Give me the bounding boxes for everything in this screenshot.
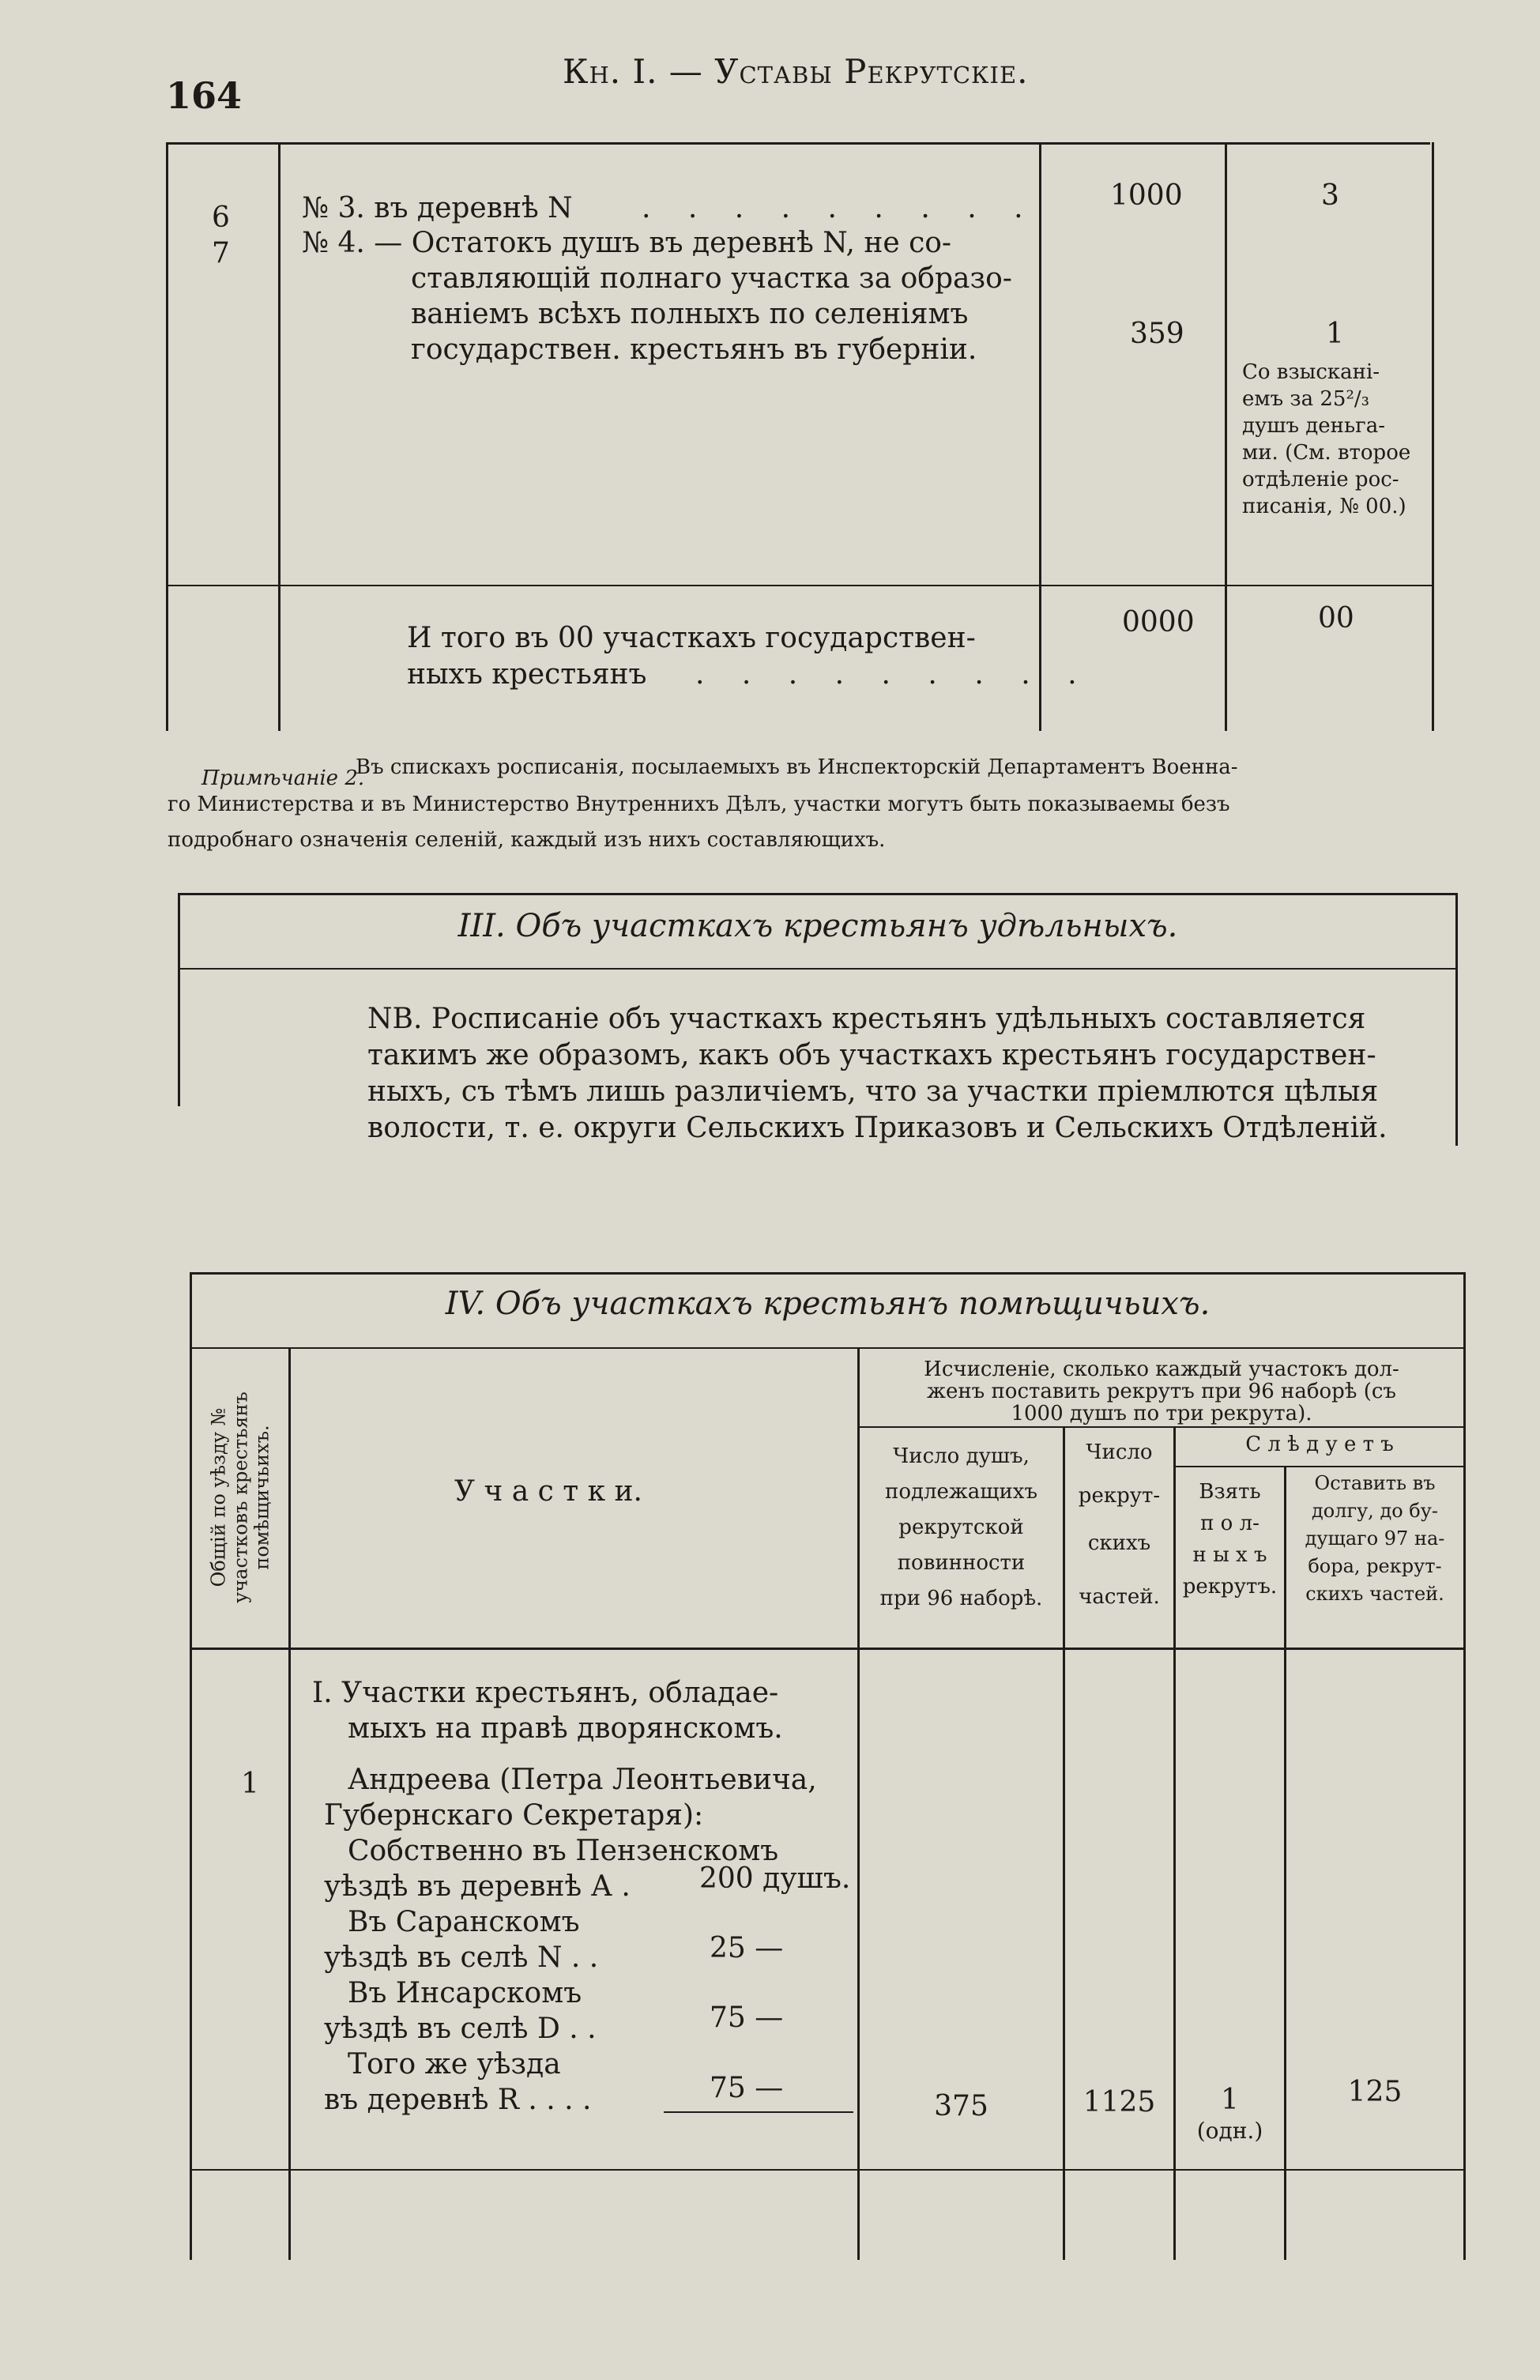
row-take: 1 (1221, 2084, 1239, 2116)
entry-amount: 25 — (710, 1932, 784, 1964)
dot-leader: . . . . . . . . . (642, 192, 1037, 224)
col-header-number: Общій по уѣзду № участковъ крестьянъ помѣщичьихъ. (207, 1391, 273, 1603)
entry-line: въ деревнѣ R . . . . (324, 2084, 592, 2116)
entry-line: Въ Саранскомъ (348, 1906, 580, 1938)
section-3-title: III. Объ участкахъ крестьянъ удѣльныхъ. (457, 908, 1178, 944)
owner-line: Губернскаго Секретаря): (324, 1799, 704, 1832)
entry-line: Собственно въ Пензенскомъ (348, 1835, 779, 1867)
row-parts: 1125 (1083, 2086, 1156, 2118)
entry-amount: 200 душъ. (699, 1862, 851, 1895)
entry-line: уѣздѣ въ деревнѣ А . (324, 1870, 631, 1903)
note-line: отдѣленіе рос- (1242, 468, 1399, 491)
row-text: № 3. въ деревнѣ N (302, 192, 573, 224)
row-text-line: государствен. крестьянъ въ губерніи. (411, 333, 977, 366)
calc-header-line: Исчисленіе, сколько каждый участокъ дол- (924, 1358, 1399, 1381)
entry-line: Въ Инсарскомъ (348, 1977, 582, 2009)
entry-amount: 75 — (710, 2002, 784, 2034)
row-text-line: ставляющій полнаго участка за образо- (411, 262, 1012, 295)
nb-line: NB. Росписаніе объ участкахъ крестьянъ удѣльныхъ составляется (367, 1003, 1366, 1035)
row-value: 1000 (1110, 179, 1183, 212)
row-value: 359 (1130, 318, 1184, 350)
running-title: Кн. I. — Уставы Рекрутскіе. (563, 52, 1029, 91)
note-label: Примѣчаніе 2. (201, 766, 365, 790)
total-label-line: И того въ 00 участкахъ государствен- (407, 622, 976, 654)
col-header-uchastki: У ч а с т к и. (454, 1475, 642, 1508)
total-value: 0000 (1122, 606, 1195, 638)
row-text-line: ваніемъ всѣхъ полныхъ по селеніямъ (411, 298, 969, 330)
nb-line: волости, т. е. округи Сельскихъ Приказовъ и Сельскихъ Отдѣленій. (367, 1112, 1388, 1144)
note-line: ми. (См. второе (1242, 441, 1411, 465)
note-line: емъ за 25²/₃ (1242, 387, 1370, 411)
nb-line: ныхъ, съ тѣмъ лишь различіемъ, что за участки пріемлются цѣлыя (367, 1075, 1379, 1108)
col-header-sleduet: С л ѣ д у е т ъ (1245, 1433, 1394, 1456)
entry-line: Того же уѣзда (348, 2048, 561, 2081)
row-recruits: 1 (1326, 318, 1344, 350)
note-line: подробнаго означенія селеній, каждый изъ нихъ составляющихъ. (168, 828, 886, 852)
note-line: душъ деньга- (1242, 414, 1386, 438)
total-recruits: 00 (1318, 602, 1354, 635)
sum-rule (664, 2111, 853, 2113)
note-line: Въ спискахъ росписанія, посылаемыхъ въ Инспекторскій Департаментъ Военна- (356, 755, 1238, 779)
row-text-line: № 4. — Остатокъ душъ въ деревнѣ N, не со- (302, 227, 952, 259)
row-souls: 375 (934, 2090, 988, 2122)
owner-line: Андреева (Петра Леонтьевича, (348, 1764, 817, 1796)
note-line: Со взыскані- (1242, 360, 1380, 384)
page-number: 164 (166, 74, 243, 117)
row-recruits: 3 (1321, 179, 1339, 212)
entry-line: уѣздѣ въ селѣ D . . (324, 2013, 597, 2045)
row-number: 7 (212, 237, 230, 269)
dot-leader: . . . . . . . . . (695, 658, 1091, 691)
row-number: 1 (241, 1768, 259, 1800)
total-label-line: ныхъ крестьянъ (407, 658, 647, 691)
note-line: го Министерства и въ Министерство Внутреннихъ Дѣлъ, участки могутъ быть показываемы безъ (168, 793, 1230, 816)
row-take-note: (одн.) (1196, 2118, 1263, 2144)
section-4-title: IV. Объ участкахъ крестьянъ помѣщичьихъ. (445, 1286, 1211, 1322)
note-line: писанія, № 00.) (1242, 495, 1406, 518)
entry-line: уѣздѣ въ селѣ N . . (324, 1941, 599, 1974)
entry-amount: 75 — (710, 2072, 784, 2104)
calc-header-line: женъ поставить рекрутъ при 96 наборѣ (съ (927, 1380, 1396, 1403)
row-number: 6 (212, 201, 230, 234)
row-leave: 125 (1347, 2076, 1403, 2108)
nb-line: такимъ же образомъ, какъ объ участкахъ крестьянъ государствен- (367, 1039, 1376, 1071)
calc-header-line: 1000 душъ по три рекрута). (1011, 1402, 1312, 1425)
